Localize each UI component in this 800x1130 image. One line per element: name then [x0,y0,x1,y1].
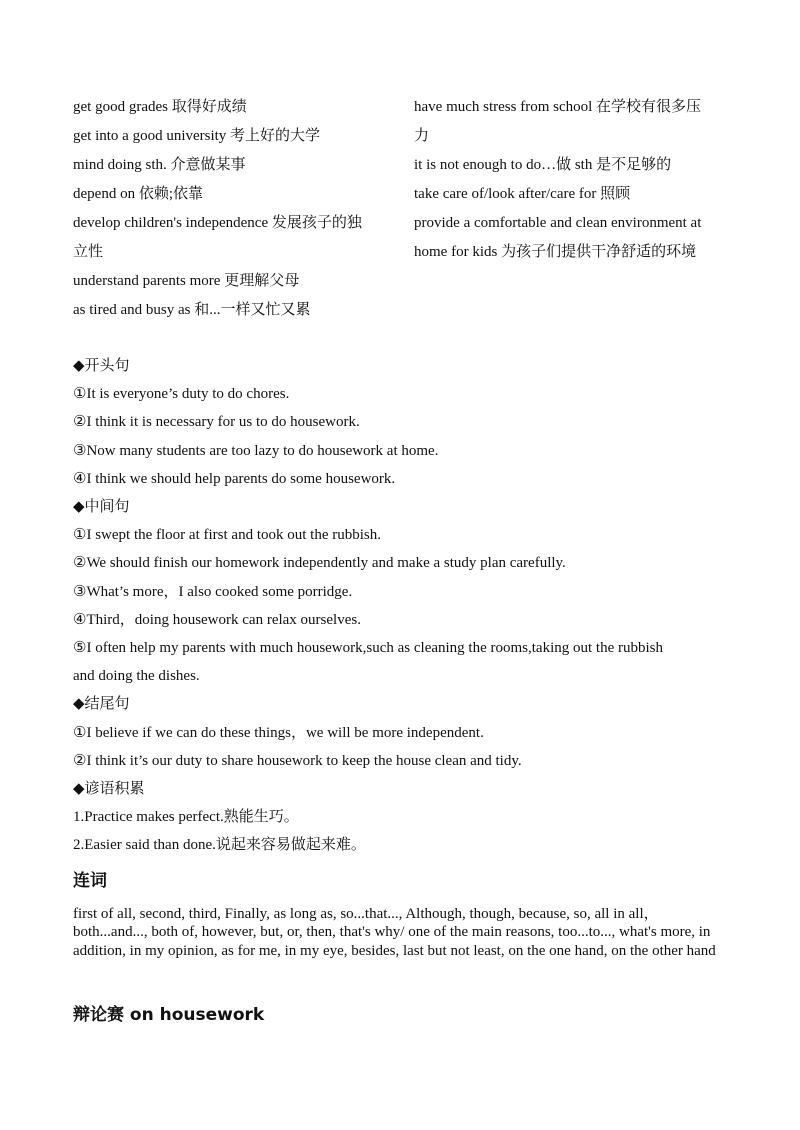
middle-sentence: ④Third，doing housework can relax ourselves. [73,611,361,628]
ending-sentence: ②I think it’s our duty to share housework to keep the house clean and tidy. [73,752,522,769]
middle-sentence: ①I swept the floor at first and took out the rubbish. [73,527,381,544]
middle-sentence: ②We should finish our homework independently and make a study plan carefully. [73,555,566,572]
opening-heading: ◆开头句 [73,358,130,374]
debate-title: 辩论赛 on housework [73,1005,265,1025]
vocab-line: get into a good university 考上好的大学 [73,128,321,144]
opening-sentence: ②I think it is necessary for us to do housework. [73,414,360,431]
sentence-sections [73,352,743,860]
opening-sentence: ①It is everyone’s duty to do chores. [73,386,290,403]
connectives-title: 连词 [73,871,107,891]
vocab-line: have much stress from school 在学校有很多压 [414,99,702,115]
middle-sentence: ③What’s more，I also cooked some porridge. [73,583,353,600]
vocab-line: home for kids 为孩子们提供干净舒适的环境 [414,244,697,260]
vocab-line: provide a comfortable and clean environment at [414,215,702,231]
proverbs-heading: ◆谚语积累 [73,781,145,798]
vocab-line: develop children's independence 发展孩子的独 [73,215,362,231]
vocab-line: mind doing sth. 介意做某事 [73,157,246,173]
vocab-line: it is not enough to do…做 sth 是不足够的 [414,157,672,173]
ending-sentence: ①I believe if we can do these things，we will be more independent. [73,724,484,741]
proverb-line: 1.Practice makes perfect.熟能生巧。 [73,809,299,826]
middle-sentence: and doing the dishes. [73,668,200,685]
proverb-line: 2.Easier said than done.说起来容易做起来难。 [73,837,366,854]
middle-heading: ◆中间句 [73,499,130,516]
vocab-line: take care of/look after/care for 照顾 [414,186,631,202]
vocab-column-left [73,93,393,325]
connectives-list: first of all, second, third, Finally, as long as, so...that..., Although, though, because, so, all in all，both...and..., both of, however, but, or, then, that's why/ one of the main reasons, too...to..., what's more, in addition, in my opinion, as for me, in my eye, besides, last but not least, on the one hand, on the other hand [73,906,716,959]
vocab-line: get good grades 取得好成绩 [73,99,247,115]
opening-sentence: ④I think we should help parents do some housework. [73,470,396,487]
vocab-column-right [414,93,734,267]
vocab-line: 力 [414,128,430,144]
vocab-line: understand parents more 更理解父母 [73,273,300,289]
middle-sentence: ⑤I often help my parents with much housework,such as cleaning the rooms,taking out the rubbish [73,640,663,657]
vocab-line: 立性 [73,244,104,260]
vocab-line: as tired and busy as 和...一样又忙又累 [73,302,311,318]
ending-heading: ◆结尾句 [73,696,130,713]
opening-sentence: ③Now many students are too lazy to do housework at home. [73,442,439,459]
vocab-line: depend on 依赖;依靠 [73,186,203,202]
